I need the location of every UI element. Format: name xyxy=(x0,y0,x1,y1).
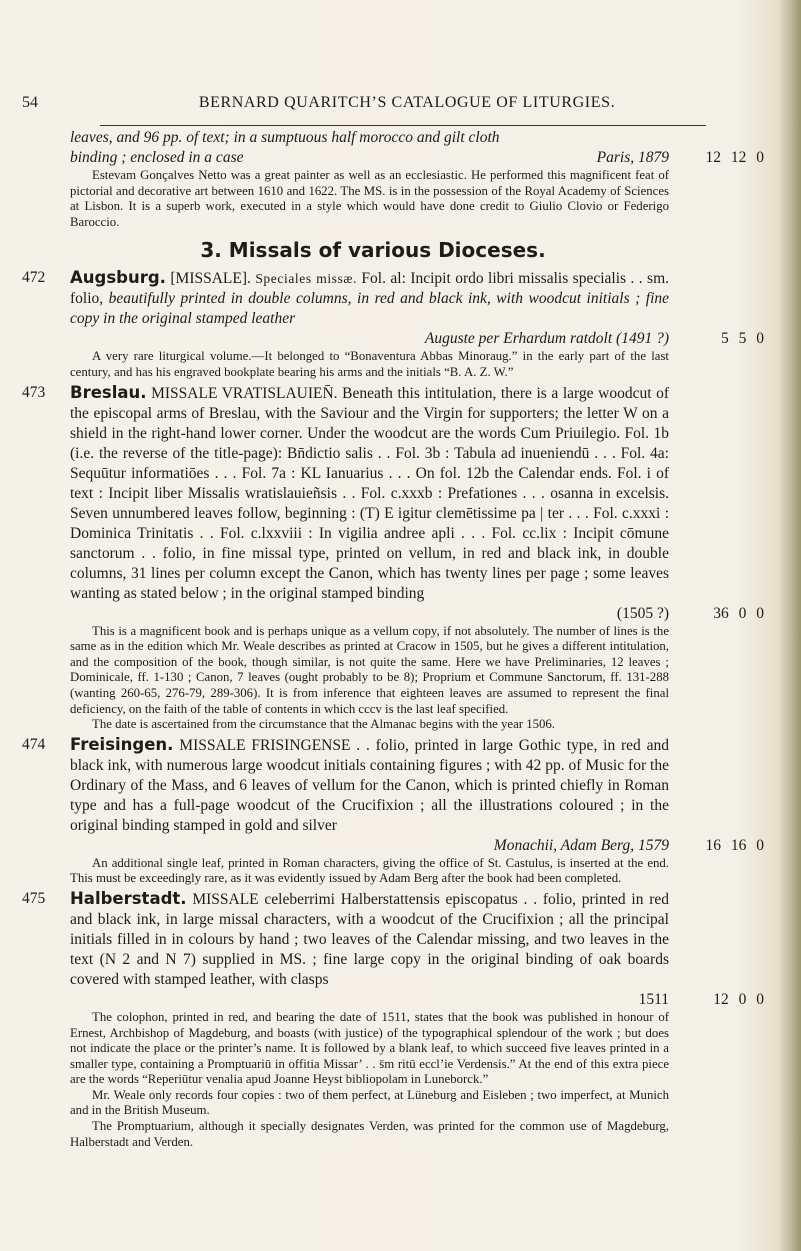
entry-474 xyxy=(22,735,764,856)
entry-475 xyxy=(22,889,764,1010)
price: 5 5 0 xyxy=(721,330,764,348)
entry-imprint: 1511 xyxy=(638,990,669,1008)
continued-entry-imprint: Paris, 1879 xyxy=(596,149,669,166)
entry-text: MISSALE celeberrimi Halberstattensis episcopatus . . folio, printed in red and black ink, in large missal characters, with a woodcut of the Crucifixion ; all the principal initials filled in in colours by hand ; two leaves of the Calendar missing, and two leaves in the text (N 2 and N 7) supplied in MS. ; fine large copy in the original binding of oak boards covered with stamped leather, with clasps xyxy=(70,890,669,988)
running-header xyxy=(22,94,752,116)
entry-place: Halberstadt. xyxy=(70,888,187,908)
section-heading: 3. Missals of various Dioceses. xyxy=(200,238,546,263)
header-rule xyxy=(100,125,706,126)
entry-472 xyxy=(22,268,764,349)
price: 12 0 0 xyxy=(713,990,764,1008)
entry-text: MISSALE VRATISLAUIEN̄. Beneath this intitulation, there is a large woodcut of the episcopal arms of Breslau, with the Saviour and the Virgin for supporters; the letter W on a shield in the right-hand lower corner. Under the woodcut are the words Cum Priuilegio. Fol. 1b (i.e. the reverse of the title-page): Bn̄dictio salis . . Fol. 3b : Tabula ad inueniendū . . . Fol. 4a: Sequūtur informatiōes . . . Fol. 7a : KL Ianuarius . . . On fol. 12b the Calendar ends. Fol. i of text : Incipit liber Missalis wratislauieñsis . . Fol. c.xxxb : Prefationes . . . osanna in excelsis. Seven unnumbered leaves follow, beginning : (T) E igitur clemētissime pa | ter . . . Fol. c.xxxi : Dominica Trinitatis . . Fol. c.lxxviii : In vigilia andree apli . . . Fol. cc.lix : Incipit cōmune sanctorum . . folio, in fine missal type, printed on vellum, in red and black ink, in double columns, 31 lines per column except the Canon, which has twenty lines per page ; some leaves wanting as stated below ; in the original stamped binding xyxy=(70,384,669,602)
running-title: BERNARD QUARITCH’S CATALOGUE OF LITURGIES. xyxy=(198,94,616,111)
entry-text-d: beautifully printed in double columns, in red and black ink, with woodcut initials ; fine copy in the original stamped leather xyxy=(70,290,670,328)
continued-entry-line2: binding ; enclosed in a case xyxy=(70,149,244,166)
entry-text-c: Fol. al: Incipit ordo libri missalis specialis . . sm. folio, xyxy=(70,270,670,308)
entry-note: The colophon, printed in red, and bearing the date of 1511, states that the book was published in honour of Ernest, Archbishop of Magdeburg, and boasts (with justice) of the typographical splendour of the work ; but does not indicate the place or the printer’s name. It is followed by a blank leaf, to which succeed five leaves printed in a smaller type, containing a Promptuariū in offitia Missar’ . . s̄m ritū eccl’ie Verdensis.” At the end of this extra piece are the words “Reperiūtur venalia apud Joanne Heyst bibliopolam in Luneborck.” xyxy=(70,1009,669,1087)
entry-place: Breslau. xyxy=(70,382,147,402)
entry-place: Augsburg. xyxy=(70,268,166,288)
entry-imprint: Monachii, Adam Berg, 1579 xyxy=(493,836,669,854)
entry-note: An additional single leaf, printed in Roman characters, giving the office of St. Castulus, is inserted at the end. This must be exceedingly rare, as it was evidently issued by Adam Berg after the book had been completed. xyxy=(70,855,669,886)
continued-entry-line1: leaves, and 96 pp. of text; in a sumptuous half morocco and gilt cloth xyxy=(70,129,500,146)
price: 12 12 0 xyxy=(705,149,764,166)
entry-text: MISSALE FRISINGENSE . . folio, printed in large Gothic type, in red and black ink, with numerous large woodcut initials containing figures ; with 42 pp. of Music for the Ordinary of the Mass, and 6 leaves of vellum for the Canon, which is printed chiefly in Roman type and has a full-page woodcut of the Crucifixion ; all the illustrations coloured ; in the original binding stamped in gold and silver xyxy=(70,736,670,834)
entry-imprint: (1505 ?) xyxy=(616,604,669,622)
entry-number: 473 xyxy=(22,383,46,401)
page-number: 54 xyxy=(22,94,38,111)
entry-number: 475 xyxy=(22,889,46,907)
entry-note: The Promptuarium, although it specially designates Verden, was printed for the common use of Magdeburg, Halberstadt and Verden. xyxy=(70,1119,669,1149)
entry-number: 474 xyxy=(22,735,46,753)
page-edge-shadow xyxy=(779,0,801,1251)
entry-473 xyxy=(22,383,764,624)
entry-text-a: [MISSALE]. xyxy=(170,270,251,288)
entry-note: This is a magnificent book and is perhaps unique as a vellum copy, if not absolutely. The number of lines is the same as in the edition which Mr. Weale describes as printed at Cracow in 1505, but he gives a different intitulation, and the composition of the book, though similar, is not quite the same. Here we have Preliminaries, 12 leaves ; Dominicale, ff. 1-130 ; Canon, 7 leaves (ought probably to be 8); Proprium et Commune Sanctorum, ff. 131-288 (wanting 260-65, 276-79, 289-306). It is from inference that eighteen leaves are assumed to represent the final deficiency, on the faith of the table of contents in which cccv is the last leaf specified. xyxy=(70,623,669,716)
entry-place: Freisingen. xyxy=(70,734,174,754)
entry-note: Mr. Weale only records four copies : two of them perfect, at Lüneburg and Eisleben ; two imperfect, at Munich and in the British Museum. xyxy=(70,1087,669,1118)
entry-text-b: Speciales missæ. xyxy=(255,271,357,287)
continued-entry-note: Estevam Gonçalves Netto was a great painter as well as an ecclesiastic. He performed this magnificent feat of pictorial and decorative art between 1610 and 1622. The MS. is in the possession of the Royal Academy of Sciences at Lisbon. It is a superb work, executed in a style which would have done credit to Giulio Clovio or Federigo Baroccio. xyxy=(70,168,669,229)
entry-note: The date is ascertained from the circumstance that the Almanac begins with the year 1506. xyxy=(92,717,556,732)
entry-number: 472 xyxy=(22,269,46,287)
entry-note: A very rare liturgical volume.—It belonged to “Bonaventura Abbas Minoraug.” in the early part of the last century, and has his engraved bookplate bearing his arms and the initials “B. A. Z. W.” xyxy=(70,349,669,379)
price: 36 0 0 xyxy=(713,604,764,622)
continued-entry xyxy=(22,128,764,168)
page-body xyxy=(22,128,764,1150)
price: 16 16 0 xyxy=(705,836,764,854)
entry-imprint: Auguste per Erhardum ratdolt (1491 ?) xyxy=(424,330,669,348)
